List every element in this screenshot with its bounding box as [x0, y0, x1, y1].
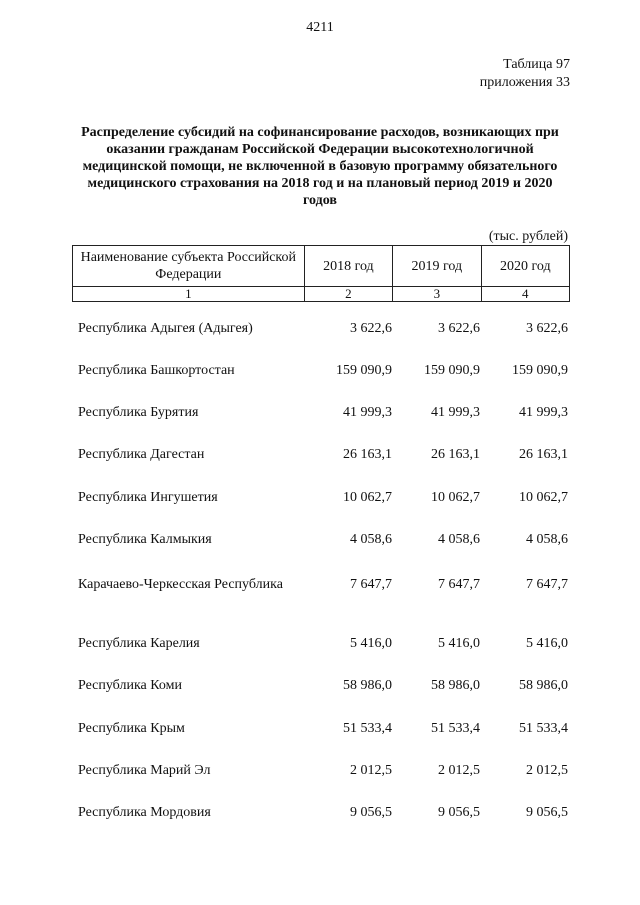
document-title: Распределение субсидий на софинансирование расходов, возникающих при оказании гражданам Российской Федерации высокотехнологичной медицинской помощи, не включенной в базовую программу обязательного медицинского страхования на 2018 год и на плановый период 2019 и 2020 годов — [81, 125, 559, 208]
table-row — [78, 446, 568, 463]
column-number: 3 — [393, 287, 481, 302]
region-name: Республика Карелия — [78, 636, 200, 651]
value-2018: 51 533,4 — [343, 721, 392, 736]
region-name: Республика Башкортостан — [78, 363, 235, 378]
column-number-row — [73, 287, 570, 302]
table-row — [78, 576, 568, 593]
table-row — [78, 489, 568, 506]
value-2019: 51 533,4 — [431, 721, 480, 736]
value-2019: 10 062,7 — [431, 490, 480, 505]
value-2020: 41 999,3 — [519, 405, 568, 420]
value-2019: 7 647,7 — [438, 577, 480, 592]
column-number: 2 — [304, 287, 392, 302]
table-row — [78, 362, 568, 379]
value-2020: 58 986,0 — [519, 678, 568, 693]
header-2019: 2019 год — [393, 246, 481, 287]
table-row — [78, 720, 568, 737]
value-2018: 2 012,5 — [350, 763, 392, 778]
header-row — [73, 246, 570, 287]
value-2018: 5 416,0 — [350, 636, 392, 651]
value-2020: 4 058,6 — [526, 532, 568, 547]
value-2018: 7 647,7 — [350, 577, 392, 592]
value-2018: 10 062,7 — [343, 490, 392, 505]
value-2020: 2 012,5 — [526, 763, 568, 778]
table-row — [78, 804, 568, 821]
value-2018: 159 090,9 — [336, 363, 392, 378]
header-2018: 2018 год — [304, 246, 392, 287]
header-name: Наименование субъекта Российской Федерации — [73, 246, 305, 287]
table-reference — [480, 56, 570, 92]
value-2019: 41 999,3 — [431, 405, 480, 420]
table-row — [78, 531, 568, 548]
region-name: Республика Ингушетия — [78, 490, 218, 505]
value-2018: 4 058,6 — [350, 532, 392, 547]
header-2020: 2020 год — [481, 246, 569, 287]
region-name: Республика Дагестан — [78, 447, 205, 462]
region-name: Республика Бурятия — [78, 405, 199, 420]
column-number: 4 — [481, 287, 569, 302]
region-name: Республика Марий Эл — [78, 763, 211, 778]
value-2018: 3 622,6 — [350, 321, 392, 336]
value-2019: 2 012,5 — [438, 763, 480, 778]
value-2019: 3 622,6 — [438, 321, 480, 336]
region-name: Республика Крым — [78, 721, 185, 736]
value-2018: 58 986,0 — [343, 678, 392, 693]
value-2019: 58 986,0 — [431, 678, 480, 693]
column-number: 1 — [73, 287, 305, 302]
table-row — [78, 677, 568, 694]
value-2020: 26 163,1 — [519, 447, 568, 462]
table-header — [72, 245, 570, 302]
value-2019: 4 058,6 — [438, 532, 480, 547]
region-name: Карачаево-Черкесская Республика — [78, 577, 283, 592]
region-name: Республика Калмыкия — [78, 532, 212, 547]
table-ref-line1: Таблица 97 — [503, 57, 570, 72]
table-ref-line2: приложения 33 — [479, 75, 570, 90]
region-name: Республика Коми — [78, 678, 182, 693]
value-2020: 10 062,7 — [519, 490, 568, 505]
table-row — [78, 762, 568, 779]
region-name: Республика Адыгея (Адыгея) — [78, 321, 253, 336]
table-row — [78, 320, 568, 337]
value-2018: 9 056,5 — [350, 805, 392, 820]
value-2020: 51 533,4 — [519, 721, 568, 736]
value-2018: 26 163,1 — [343, 447, 392, 462]
value-2018: 41 999,3 — [343, 405, 392, 420]
value-2020: 9 056,5 — [526, 805, 568, 820]
value-2020: 3 622,6 — [526, 321, 568, 336]
value-2019: 9 056,5 — [438, 805, 480, 820]
value-2020: 7 647,7 — [526, 577, 568, 592]
value-2019: 5 416,0 — [438, 636, 480, 651]
value-2020: 5 416,0 — [526, 636, 568, 651]
value-2019: 26 163,1 — [431, 447, 480, 462]
value-2020: 159 090,9 — [512, 363, 568, 378]
page-number: 4211 — [306, 20, 334, 35]
table-row — [78, 404, 568, 421]
units-label: (тыс. рублей) — [488, 229, 568, 244]
value-2019: 159 090,9 — [424, 363, 480, 378]
table-row — [78, 635, 568, 652]
region-name: Республика Мордовия — [78, 805, 211, 820]
